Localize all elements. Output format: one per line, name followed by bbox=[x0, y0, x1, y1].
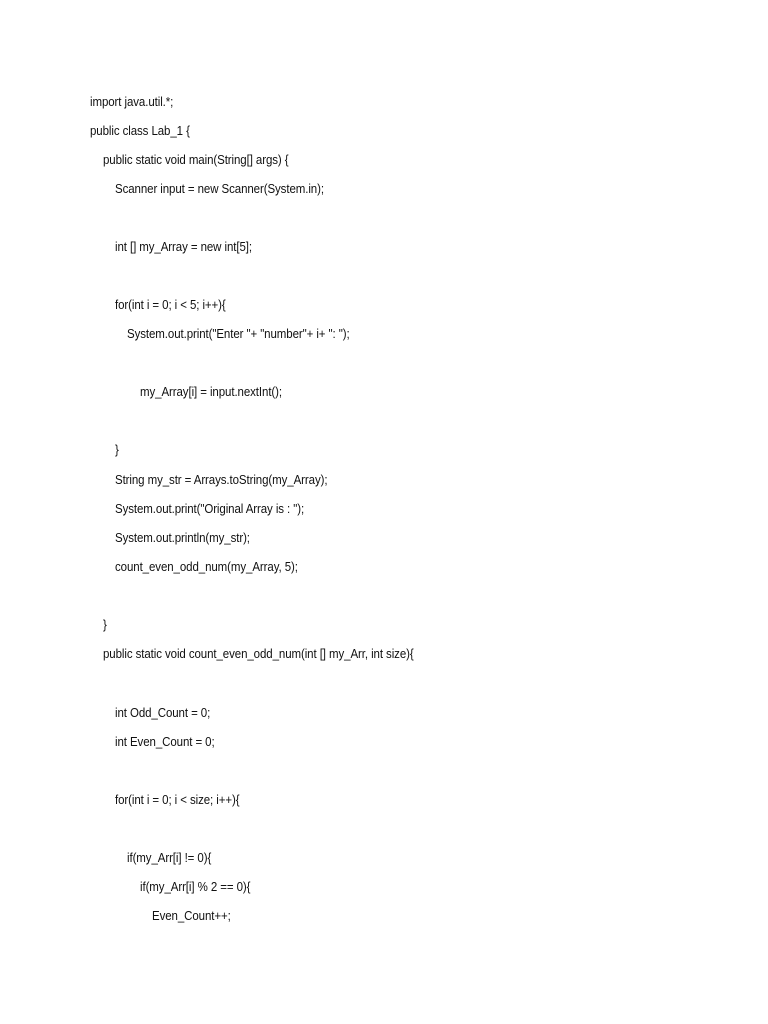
code-line-even-count: int Even_Count = 0; bbox=[115, 735, 215, 749]
code-line-string-decl: String my_str = Arrays.toString(my_Array); bbox=[115, 473, 328, 487]
code-line-for-close: } bbox=[115, 443, 119, 457]
code-line-for-size: for(int i = 0; i < size; i++){ bbox=[115, 793, 240, 807]
code-line-print-prompt: System.out.print("Enter "+ "number"+ i+ ": "); bbox=[127, 327, 350, 341]
code-line-even-increment: Even_Count++; bbox=[152, 909, 231, 923]
code-line-main-close: } bbox=[103, 618, 107, 632]
code-line-if-nonzero: if(my_Arr[i] != 0){ bbox=[127, 851, 212, 865]
code-line-odd-count: int Odd_Count = 0; bbox=[115, 706, 211, 720]
code-line-array-decl: int [] my_Array = new int[5]; bbox=[115, 240, 252, 254]
code-line-scanner: Scanner input = new Scanner(System.in); bbox=[115, 182, 324, 196]
code-line-call-count: count_even_odd_num(my_Array, 5); bbox=[115, 560, 298, 574]
code-line-main-decl: public static void main(String[] args) { bbox=[103, 153, 289, 167]
code-line-for-loop: for(int i = 0; i < 5; i++){ bbox=[115, 298, 226, 312]
code-line-if-even: if(my_Arr[i] % 2 == 0){ bbox=[140, 880, 251, 894]
code-line-import: import java.util.*; bbox=[90, 95, 174, 109]
code-line-read-input: my_Array[i] = input.nextInt(); bbox=[140, 385, 283, 399]
code-line-println: System.out.println(my_str); bbox=[115, 531, 250, 545]
code-line-class-decl: public class Lab_1 { bbox=[90, 124, 190, 138]
code-line-method-decl: public static void count_even_odd_num(int [] my_Arr, int size){ bbox=[103, 647, 414, 661]
code-line-print-original: System.out.print("Original Array is : "); bbox=[115, 502, 305, 516]
